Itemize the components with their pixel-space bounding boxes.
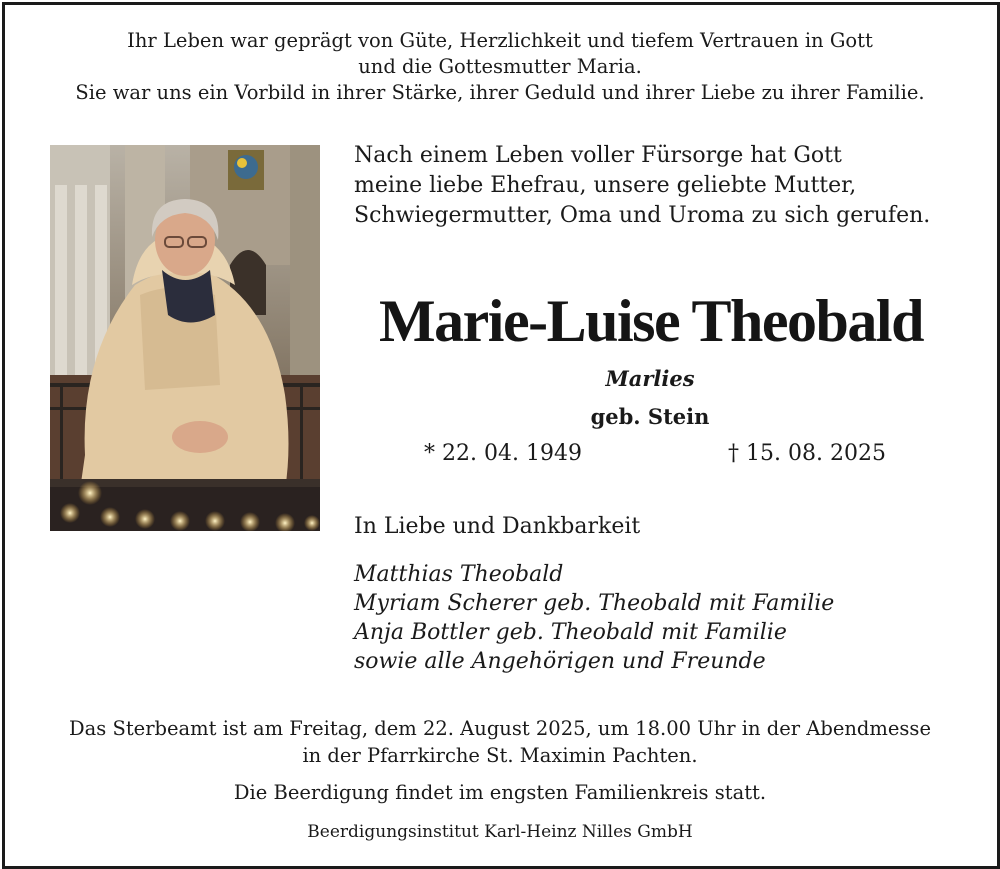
portrait-photo [50,145,320,531]
announcement-line-2: meine liebe Ehefrau, unsere geliebte Mutter, [354,173,857,198]
service-line-1: Das Sterbeamt ist am Freitag, dem 22. August 2025, um 18.00 Uhr in der Abendmesse [69,717,931,740]
mourner-item: Anja Bottler geb. Theobald mit Familie [354,620,787,645]
announcement-text [354,141,930,231]
intro-text [0,28,1000,106]
deceased-nickname: Marlies [605,366,695,391]
undertaker-name: Beerdigungsinstitut Karl-Heinz Nilles GmbH [307,822,693,842]
service-info [0,715,1000,769]
church-portrait-image [50,145,320,531]
mourner-item: Matthias Theobald [354,562,564,587]
intro-line-3: Sie war uns ein Vorbild in ihrer Stärke, ihrer Geduld und ihrer Liebe zu ihrer Familie. [75,81,925,104]
death-date: † 15. 08. 2025 [728,441,886,466]
mourner-item: Myriam Scherer geb. Theobald mit Familie [354,591,835,616]
intro-line-1: Ihr Leben war geprägt von Güte, Herzlichkeit und tiefem Vertrauen in Gott [127,29,873,52]
maiden-name: geb. Stein [590,404,710,429]
birth-date: * 22. 04. 1949 [424,441,582,466]
intro-line-2: und die Gottesmutter Maria. [358,55,642,78]
deceased-name: Marie-Luise Theobald [379,288,923,354]
mourners-list [354,560,834,676]
mourner-item: sowie alle Angehörigen und Freunde [354,649,766,674]
burial-info: Die Beerdigung findet im engsten Familienkreis statt. [233,781,767,804]
gratitude-line: In Liebe und Dankbarkeit [354,514,641,539]
announcement-line-3: Schwiegermutter, Oma und Uroma zu sich gerufen. [354,203,931,228]
service-line-2: in der Pfarrkirche St. Maximin Pachten. [302,744,698,767]
announcement-line-1: Nach einem Leben voller Fürsorge hat Gott [354,143,842,168]
